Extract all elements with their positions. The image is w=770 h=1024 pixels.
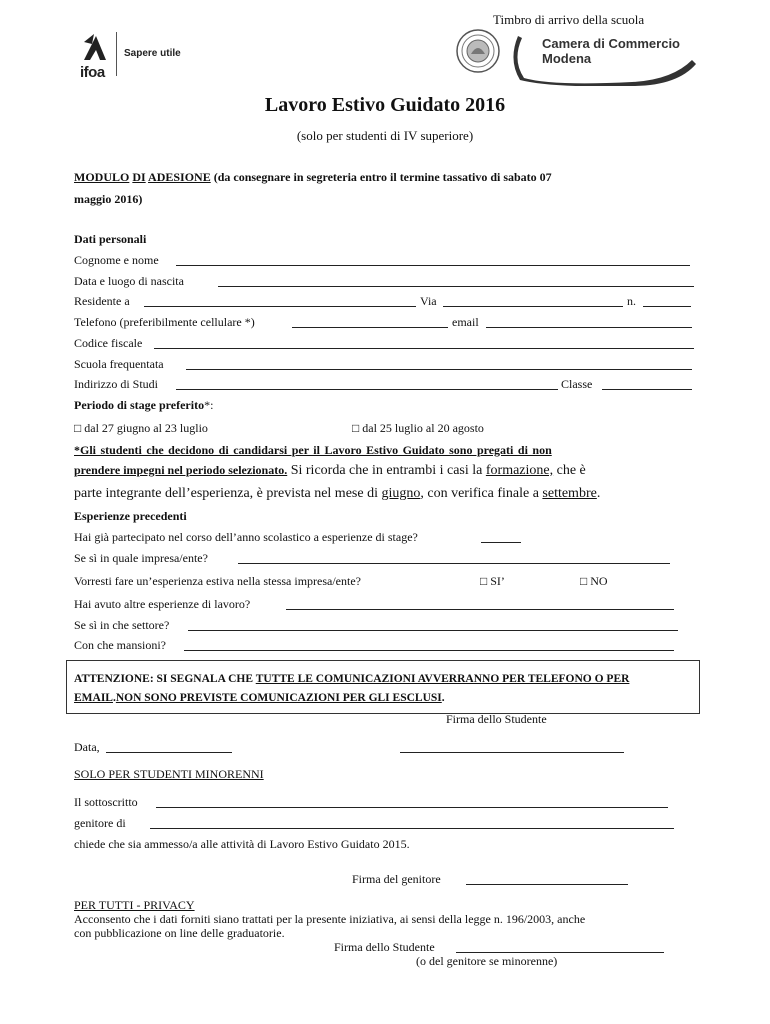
camera-commercio-logo bbox=[512, 30, 698, 86]
q5-label: Se sì in che settore? bbox=[74, 618, 170, 632]
sottoscritto-field[interactable] bbox=[156, 807, 668, 808]
scuola-field[interactable] bbox=[186, 369, 692, 370]
cdc-line1: Camera di Commercio bbox=[542, 36, 680, 51]
periodo-option-1[interactable]: □ dal 27 giugno al 23 luglio bbox=[74, 421, 208, 435]
note-line2 bbox=[74, 463, 586, 479]
di-word: DI bbox=[132, 170, 146, 184]
periodo-heading-text: Periodo di stage preferito bbox=[74, 398, 205, 412]
periodo-heading bbox=[74, 398, 213, 413]
attention-line2 bbox=[74, 692, 445, 704]
privacy-heading: PER TUTTI - PRIVACY bbox=[74, 898, 195, 912]
via-field[interactable] bbox=[443, 306, 623, 307]
privacy-line1: Acconsento che i dati forniti siano trattati per la presente iniziativa, ai sensi della legge n. 196/2003, anche bbox=[74, 912, 586, 926]
attention-text-d: . bbox=[112, 692, 116, 704]
genitore-field[interactable] bbox=[150, 828, 674, 829]
q2-field[interactable] bbox=[238, 563, 670, 564]
ifoa-mark-icon bbox=[82, 32, 108, 62]
attention-text-f: . bbox=[441, 692, 445, 704]
ifoa-logo bbox=[80, 28, 184, 82]
privacy-firma-field[interactable] bbox=[456, 952, 664, 953]
data-field[interactable] bbox=[106, 752, 232, 753]
minorenni-heading: SOLO PER STUDENTI MINORENNI bbox=[74, 767, 264, 781]
email-field[interactable] bbox=[486, 327, 692, 328]
note-text-d: , con verifica finale a bbox=[420, 486, 543, 501]
codice-fiscale-label: Codice fiscale bbox=[74, 336, 143, 350]
privacy-firma-label: Firma dello Studente bbox=[334, 940, 435, 954]
page-title: Lavoro Estivo Guidato 2016 bbox=[264, 94, 506, 116]
codice-fiscale-field[interactable] bbox=[154, 348, 694, 349]
via-label: Via bbox=[420, 294, 437, 308]
note-giugno: giugno bbox=[381, 486, 421, 501]
genitore-label: genitore di bbox=[74, 816, 126, 830]
logo-divider bbox=[116, 32, 117, 76]
sottoscritto-label: Il sottoscritto bbox=[74, 795, 138, 809]
q2-label: Se sì in quale impresa/ente? bbox=[74, 551, 208, 565]
numero-field[interactable] bbox=[643, 306, 691, 307]
note-text-e: . bbox=[596, 486, 601, 501]
note-text-c: parte integrante dell’esperienza, è prevista nel mese di bbox=[74, 486, 382, 501]
note-text-a: Si ricorda che in entrambi i casi la bbox=[287, 463, 486, 478]
q4-field[interactable] bbox=[286, 609, 674, 610]
data-luogo-label: Data e luogo di nascita bbox=[74, 274, 184, 288]
attention-text-a: ATTENZIONE: SI SEGNALA CHE bbox=[74, 673, 256, 685]
privacy-note: (o del genitore se minorenne) bbox=[416, 954, 558, 968]
privacy-line2: con pubblicazione on line delle graduatorie. bbox=[74, 926, 285, 940]
numero-label: n. bbox=[627, 294, 636, 308]
q6-field[interactable] bbox=[184, 650, 674, 651]
telefono-label: Telefono (preferibilmente cellulare *) bbox=[74, 315, 255, 329]
firma-studente-label: Firma dello Studente bbox=[446, 712, 547, 726]
firma-studente-field[interactable] bbox=[400, 752, 624, 753]
data-label: Data, bbox=[74, 740, 100, 754]
note-line3 bbox=[74, 486, 600, 502]
stamp-label: Timbro di arrivo della scuola bbox=[493, 12, 645, 27]
periodo-option-2[interactable]: □ dal 25 luglio al 20 agosto bbox=[352, 421, 484, 435]
note-line1: *Gli studenti che decidono di candidarsi per il Lavoro Estivo Guidato sono pregati di non bbox=[74, 443, 552, 457]
ifoa-wordmark: ifoa bbox=[80, 64, 105, 81]
data-luogo-field[interactable] bbox=[218, 286, 694, 287]
no-checkbox[interactable]: □ NO bbox=[580, 574, 608, 588]
q1-field[interactable] bbox=[481, 542, 521, 543]
q3-label: Vorresti fare un’esperienza estiva nella stessa impresa/ente? bbox=[74, 574, 361, 588]
cognome-label: Cognome e nome bbox=[74, 253, 159, 267]
indirizzo-label: Indirizzo di Studi bbox=[74, 377, 158, 391]
q1-label: Hai già partecipato nel corso dell’anno scolastico a esperienze di stage? bbox=[74, 530, 418, 544]
note-text-b: che è bbox=[553, 463, 586, 478]
note-settembre: settembre bbox=[542, 486, 597, 501]
residente-label: Residente a bbox=[74, 294, 130, 308]
modulo-instructions: (da consegnare in segreteria entro il termine tassativo di sabato 07 bbox=[213, 170, 552, 184]
cdc-logo-text bbox=[542, 36, 680, 66]
scuola-label: Scuola frequentata bbox=[74, 357, 164, 371]
page-subtitle: (solo per studenti di IV superiore) bbox=[296, 128, 474, 143]
classe-label: Classe bbox=[561, 377, 593, 391]
attention-box bbox=[66, 660, 700, 714]
telefono-field[interactable] bbox=[292, 327, 448, 328]
ifoa-tagline: Sapere utile bbox=[124, 48, 181, 59]
adesione-word: ADESIONE bbox=[148, 170, 211, 184]
note-formazione: formazione, bbox=[485, 463, 554, 478]
chiede-text: chiede che sia ammesso/a alle attività di Lavoro Estivo Guidato 2015. bbox=[74, 837, 410, 851]
esperienze-heading: Esperienze precedenti bbox=[74, 509, 187, 523]
q4-label: Hai avuto altre esperienze di lavoro? bbox=[74, 597, 251, 611]
dati-personali-heading: Dati personali bbox=[74, 232, 147, 246]
indirizzo-field[interactable] bbox=[176, 389, 558, 390]
attention-line1 bbox=[74, 673, 629, 685]
seal-icon bbox=[455, 28, 501, 74]
firma-genitore-field[interactable] bbox=[466, 884, 628, 885]
cognome-field[interactable] bbox=[176, 265, 690, 266]
classe-field[interactable] bbox=[602, 389, 692, 390]
periodo-asterisk: *: bbox=[204, 398, 214, 412]
modulo-line1 bbox=[74, 170, 552, 185]
q5-field[interactable] bbox=[188, 630, 678, 631]
cdc-line2: Modena bbox=[542, 51, 592, 66]
note-bold-text: prendere impegni nel periodo selezionato. bbox=[74, 463, 288, 477]
email-label: email bbox=[452, 315, 479, 329]
q6-label: Con che mansioni? bbox=[74, 638, 166, 652]
modulo-word: MODULO bbox=[74, 170, 130, 184]
attention-text-e: NON SONO PREVISTE COMUNICAZIONI PER GLI ESCLUSI bbox=[115, 692, 442, 704]
si-checkbox[interactable]: □ SI’ bbox=[480, 574, 505, 588]
modulo-line2: maggio 2016) bbox=[74, 192, 143, 206]
firma-genitore-label: Firma del genitore bbox=[352, 872, 441, 886]
residente-field[interactable] bbox=[144, 306, 416, 307]
attention-text-c: EMAIL bbox=[74, 692, 113, 704]
attention-text-b: TUTTE LE COMUNICAZIONI AVVERRANNO PER TELEFONO O PER bbox=[255, 673, 630, 685]
